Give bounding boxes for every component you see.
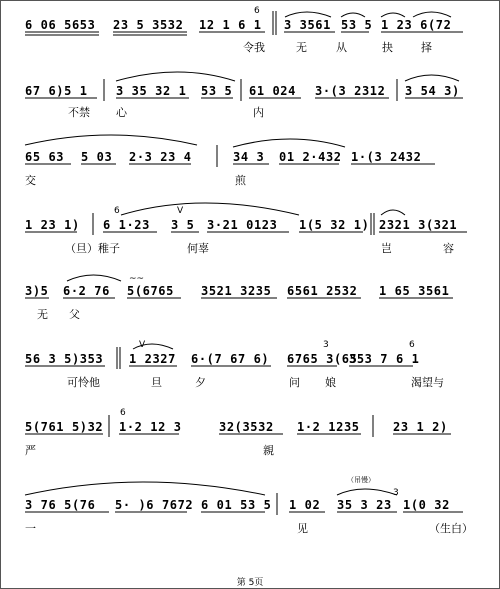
row-6-lyric-6: 渴望与: [411, 376, 444, 389]
row-5-notes-1: 3)5: [25, 284, 49, 298]
row-7-notes-1: 5(761 5)32: [25, 420, 104, 434]
row-4-notes-4: 3·21 0123: [207, 218, 278, 232]
row-2-notes-5: 3·(3 2312: [315, 84, 386, 98]
row-5-lyric-2: 父: [69, 308, 80, 321]
staff-row-5: [1, 267, 499, 327]
staff-row-8: [1, 473, 499, 533]
row-4-notes-3: 3 5: [171, 218, 195, 232]
row-8-lyric-1: 一: [25, 522, 36, 535]
row-3-lyric-1: 交: [25, 174, 36, 187]
row-2-notes-6: 3 54 3): [405, 84, 460, 98]
row-6-lyric-5: 娘: [325, 376, 336, 389]
row-8-notes-3: 6 01 53 5: [201, 498, 272, 512]
row-7-grace-mark: 6: [120, 408, 126, 418]
row-8-notes-1: 3 76 5(76: [25, 498, 96, 512]
row-1-lyric-3: 从: [336, 41, 347, 54]
row-1-notes-6: 1 23 6(72: [381, 18, 452, 32]
row-1-lyric-4: 抉: [382, 41, 393, 54]
row-6-lyric-1: 可怜他: [67, 376, 100, 389]
row-2-notes-4: 61 024: [249, 84, 296, 98]
staff-row-3: [1, 133, 499, 193]
row-2-notes-3: 53 5: [201, 84, 233, 98]
row-4-notes-2: 6 1·23: [103, 218, 150, 232]
row-4-grace-mark: 6: [114, 206, 120, 216]
row-4-notes-5: 1(5 32 1): [299, 218, 370, 232]
row-1-graphics: [1, 5, 499, 65]
row-6-lyric-3: 夕: [195, 376, 206, 389]
row-3-notes-4: 34 3: [233, 150, 265, 164]
row-8-tempo-mark: （吊慢）: [347, 476, 375, 484]
row-5-notes-2: 6·2 76: [63, 284, 110, 298]
row-5-notes-5: 6561 2532: [287, 284, 358, 298]
row-8-lyric-2: 见: [297, 522, 308, 535]
row-8-grace-mark: 3: [393, 488, 399, 498]
row-4-notes-6: 2321 3(321: [379, 218, 458, 232]
row-1-lyric-5: 择: [421, 41, 432, 54]
row-6-notes-1: 56 3 5)353: [25, 352, 104, 366]
row-1-notes-2: 23 5 3532: [113, 18, 184, 32]
row-7-notes-2: 1·2 12 3: [119, 420, 182, 434]
row-7-lyric-1: 严: [25, 444, 36, 457]
row-8-notes-6: 1(0 32: [403, 498, 450, 512]
row-6-grace-mark-2: 6: [409, 340, 415, 350]
row-5-notes-4: 3521 3235: [201, 284, 272, 298]
row-3-lyric-2: 煎: [235, 174, 246, 187]
row-8-notes-2: 5· )6 7672: [115, 498, 194, 512]
row-3-notes-2: 5 03: [81, 150, 113, 164]
row-7-notes-3: 32(3532: [219, 420, 274, 434]
row-4-breath-mark: V: [177, 206, 184, 216]
row-2-lyric-1: 不禁: [68, 106, 90, 119]
row-3-notes-3: 2·3 23 4: [129, 150, 192, 164]
row-1-notes-3: 12 1 6 1: [199, 18, 262, 32]
row-4-lyric-2: 何辜: [187, 242, 209, 255]
row-4-lyric-4: 容: [443, 242, 454, 255]
row-4-notes-1: 1 23 1): [25, 218, 80, 232]
row-3-notes-6: 1·(3 2432: [351, 150, 422, 164]
row-2-notes-2: 3 35 32 1: [116, 84, 187, 98]
staff-row-6: [1, 335, 499, 395]
row-6-lyric-4: 问: [289, 376, 300, 389]
row-2-lyric-2: 心: [116, 106, 127, 119]
row-1-notes-5: 53 5: [341, 18, 373, 32]
row-7-notes-5: 23 1 2): [393, 420, 448, 434]
row-8-lyric-3: （生白）: [429, 522, 473, 535]
staff-row-2: [1, 67, 499, 127]
row-2-lyric-3: 内: [253, 106, 264, 119]
staff-row-4: [1, 201, 499, 261]
row-1-lyric-2: 无: [296, 41, 307, 54]
row-4-lyric-3: 岂: [381, 242, 392, 255]
page-number: 第 5页: [236, 578, 264, 588]
row-3-notes-5: 01 2·432: [279, 150, 342, 164]
row-6-lyric-2: 旦: [151, 376, 162, 389]
row-4-lyric-1: （旦）稚子: [65, 242, 120, 255]
row-7-lyric-2: 親: [263, 444, 274, 457]
row-6-notes-2: 1 2327: [129, 352, 176, 366]
row-6-notes-4: 6765 3(65: [287, 352, 358, 366]
row-1-notes-1: 6 06 5653: [25, 18, 96, 32]
row-1-grace-mark: 6: [254, 6, 260, 16]
row-6-notes-5: 353 7 6 1: [349, 352, 420, 366]
row-8-notes-4: 1 02: [289, 498, 321, 512]
row-6-notes-3: 6·(7 67 6): [191, 352, 270, 366]
row-5-mordent-mark: ~~: [129, 274, 145, 284]
row-6-breath-mark: V: [139, 340, 146, 350]
row-5-lyric-1: 无: [37, 308, 48, 321]
row-5-notes-3: 5(6765: [127, 284, 174, 298]
row-2-notes-1: 67 6)5 1: [25, 84, 88, 98]
row-7-notes-4: 1·2 1235: [297, 420, 360, 434]
row-5-notes-6: 1 65 3561: [379, 284, 450, 298]
row-8-notes-5: 35 3 23: [337, 498, 392, 512]
staff-row-1: [1, 5, 499, 65]
row-1-lyric-1: 令我: [243, 41, 265, 54]
staff-row-7: [1, 403, 499, 463]
row-6-grace-mark-1: 3: [323, 340, 329, 350]
row-1-notes-4: 3 3561: [284, 18, 331, 32]
row-3-notes-1: 65 63: [25, 150, 65, 164]
